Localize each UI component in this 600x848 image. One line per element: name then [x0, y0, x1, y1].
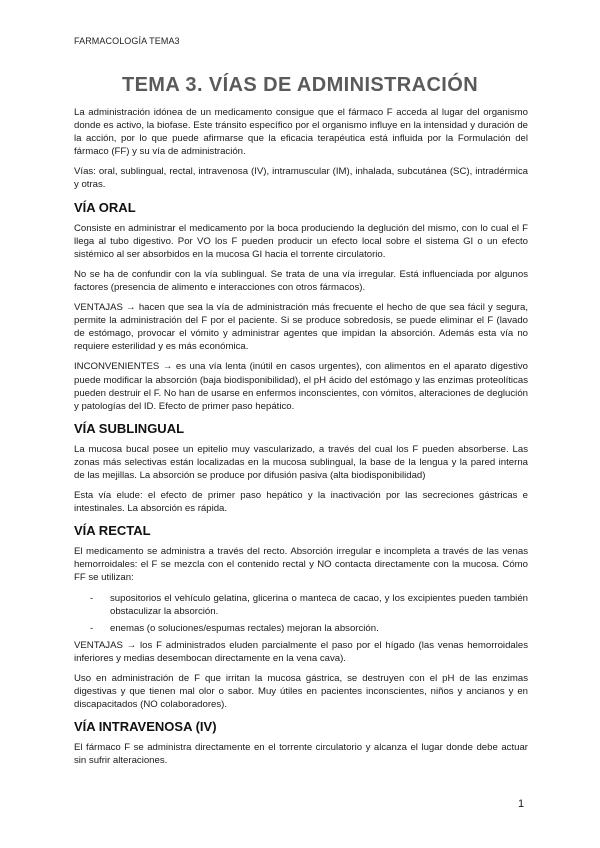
- heading-via-intravenosa: VÍA INTRAVENOSA (IV): [74, 719, 217, 735]
- oral-paragraph: No se ha de confundir con la vía sublingual. Se trata de una vía irregular. Está influenciada por algunos factores (presencia de alimento e interacciones con otros fármacos).: [74, 268, 528, 293]
- rectal-paragraph: Uso en administración de F que irritan la mucosa gástrica, se destruyen con el pH de las enzimas digestivas y que tienen mal olor o sabor. Muy útiles en pacientes inconscientes, niños y ancianos y en discapacitados (NO colaboradores).: [74, 673, 528, 711]
- oral-paragraph: Consiste en administrar el medicamento por la boca produciendo la deglución del mismo, con lo cual el F llega al tubo digestivo. Por VO los F pueden producir un efecto local sobre el sistema GI o un efecto sistémico al ser absorbidos en la mucosa GI hacia el torrente circulatorio.: [74, 222, 528, 260]
- bullet-dash: -: [90, 592, 94, 604]
- page-number: 1: [518, 798, 525, 810]
- sublingual-paragraph: Esta vía elude: el efecto de primer paso hepático y la inactivación por las secreciones gástricas e intestinales. La absorción es rápida.: [74, 490, 528, 515]
- page-title: TEMA 3. VÍAS DE ADMINISTRACIÓN: [121, 74, 479, 96]
- heading-via-sublingual: VÍA SUBLINGUAL: [74, 420, 185, 436]
- routes-list-paragraph: Vías: oral, sublingual, rectal, intravenosa (IV), intramuscular (IM), inhalada, subcutánea (SC), intradérmica y otras.: [74, 166, 528, 191]
- list-item: [74, 622, 528, 635]
- oral-disadvantages-paragraph: INCONVENIENTES → es una vía lenta (inútil en casos urgentes), con alimentos en el aparato digestivo puede modificar la absorción (baja biodisponibilidad), el pH ácido del estómago y las enzimas proteolíticas pueden destruir el F. No han de usarse en enfermos inconscientes, con vómitos, alteraciones de deglución y patologías del ID. Efecto de primer paso hepático.: [74, 361, 528, 412]
- heading-via-oral: VÍA ORAL: [74, 199, 136, 215]
- rectal-forms-list: [74, 592, 528, 635]
- oral-advantages-paragraph: VENTAJAS → hacen que sea la vía de administración más frecuente el hecho de que sea fácil y segura, permite la administración del F por el paciente. Si se produce sobredosis, se puede eliminar el F (lavado de estómago, provocar el vómito y administrar agentes que impidan la absorción. Además esta vía no requiere esterilidad y es más económica.: [74, 302, 528, 353]
- list-item-text: supositorios el vehículo gelatina, glicerina o manteca de cacao, y los excipientes pueden también obstaculizar la absorción.: [110, 592, 528, 617]
- heading-via-rectal: VÍA RECTAL: [74, 523, 151, 539]
- rectal-paragraph: El medicamento se administra a través del recto. Absorción irregular e incompleta a través de las venas hemorroidales: el F se mezcla con el contenido rectal y NO contacta directamente con la mucosa. Cómo FF se utilizan:: [74, 546, 528, 584]
- intro-paragraph: La administración idónea de un medicamento consigue que el fármaco F acceda al lugar del organismo donde es activo, la biofase. Este tránsito específico por el organismo influye en la intensidad y duración de la acción, por lo que puede afirmarse que la eficacia terapéutica está influida por la Formulación del fármaco (FF) y su vía de administración.: [74, 107, 528, 158]
- list-item: [74, 592, 528, 618]
- document-body: [74, 106, 528, 774]
- iv-paragraph: El fármaco F se administra directamente en el torrente circulatorio y alcanza el lugar donde debe actuar sin sufrir alteraciones.: [74, 742, 528, 767]
- bullet-dash: -: [90, 622, 94, 634]
- list-item-text: enemas (o soluciones/espumas rectales) mejoran la absorción.: [110, 622, 379, 634]
- running-header: FARMACOLOGÍA TEMA3: [74, 36, 180, 46]
- rectal-advantages-paragraph: VENTAJAS → los F administrados eluden parcialmente el paso por el hígado (las venas hemorroidales inferiores y medias desembocan directamente en la vena cava).: [74, 639, 528, 664]
- sublingual-paragraph: La mucosa bucal posee un epitelio muy vascularizado, a través del cual los F pueden absorberse. Las zonas más selectivas están localizadas en la mucosa sublingual, la base de la lengua y la pared interna de las mejillas. La absorción se produce por difusión pasiva (alta biodisponibilidad): [74, 443, 528, 481]
